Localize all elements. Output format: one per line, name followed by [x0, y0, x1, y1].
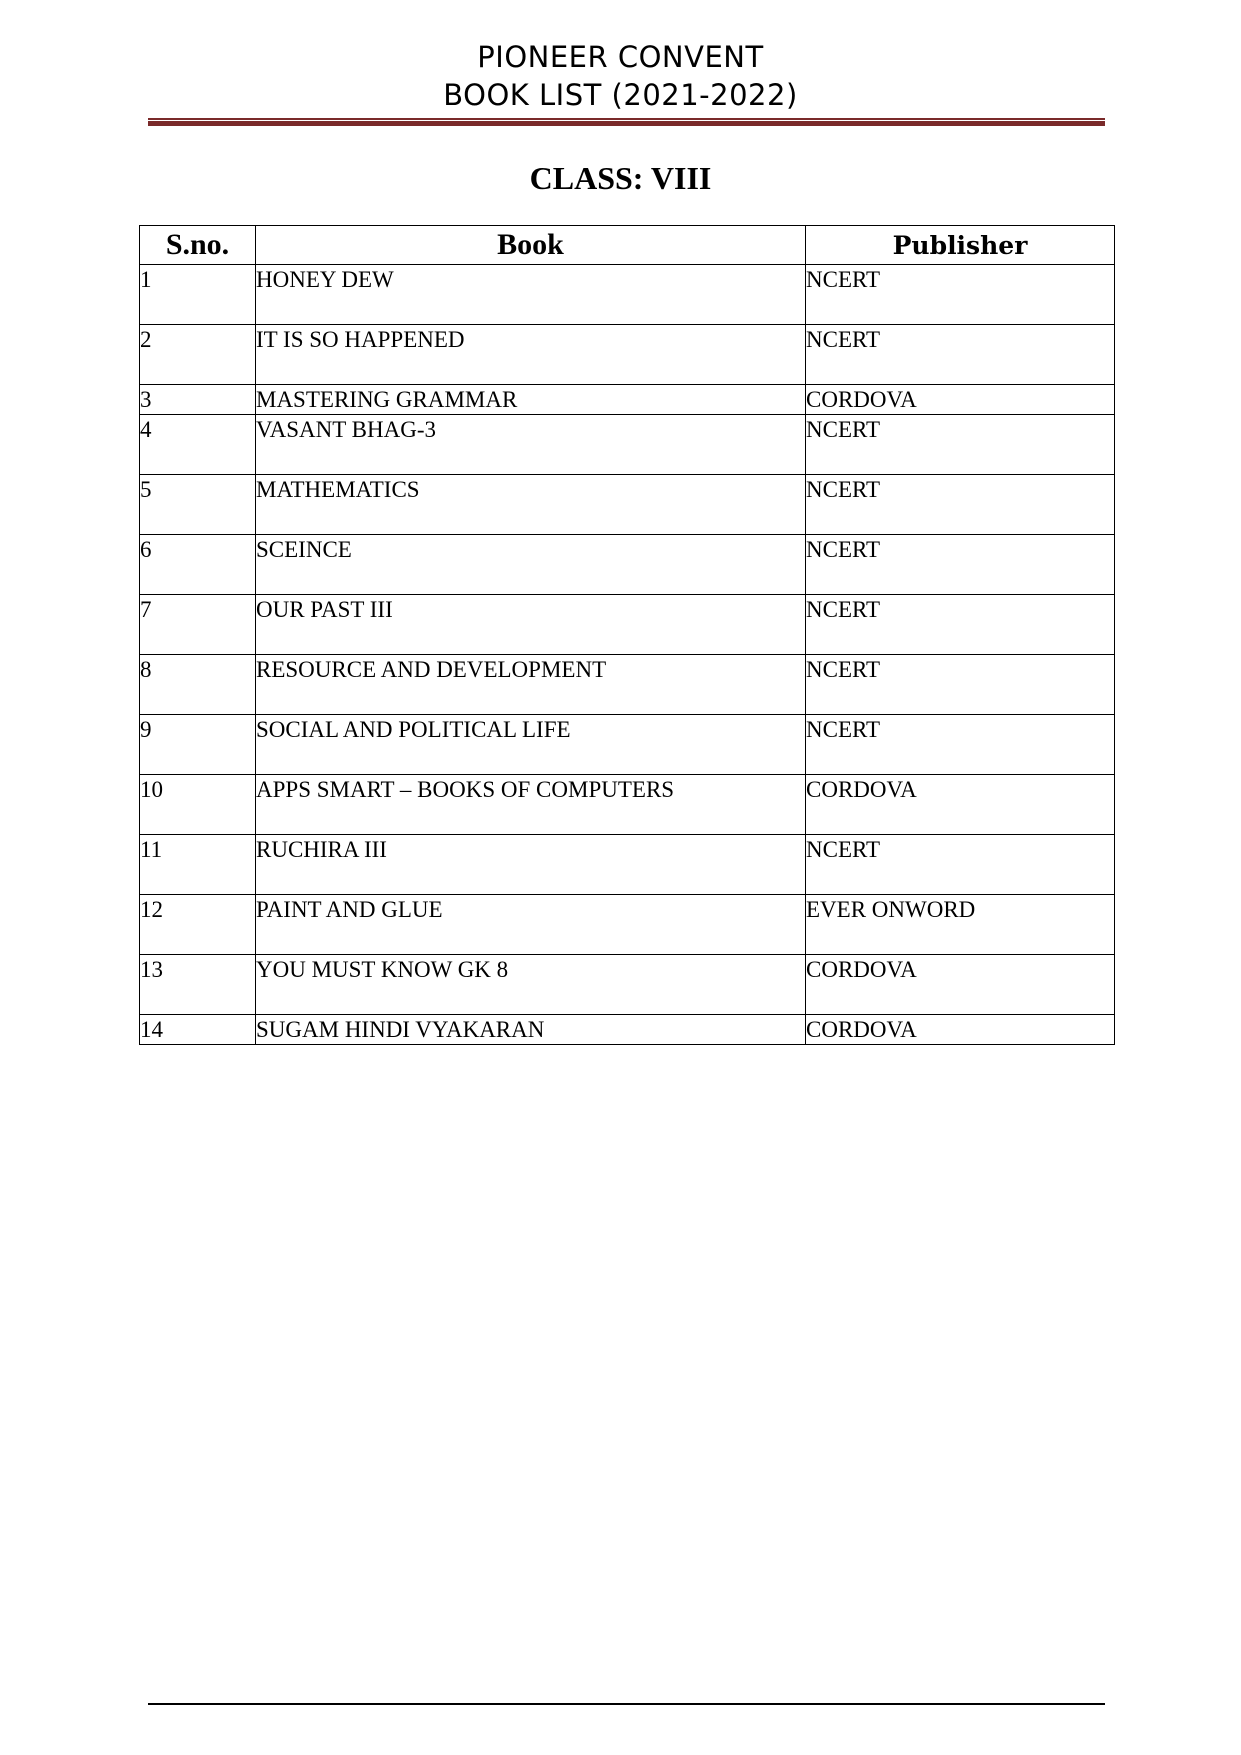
table-row [140, 895, 1115, 955]
footer-divider [148, 1703, 1105, 1705]
table-row [140, 385, 1115, 415]
table-header-row [140, 226, 1115, 265]
table-row [140, 415, 1115, 475]
cell-publisher: NCERT [806, 715, 1115, 775]
school-name: PIONEER CONVENT [477, 40, 764, 74]
cell-publisher: CORDOVA [806, 775, 1115, 835]
cell-book: IT IS SO HAPPENED [256, 325, 806, 385]
cell-sno: 2 [140, 325, 256, 385]
cell-publisher: NCERT [806, 535, 1115, 595]
table-row [140, 655, 1115, 715]
header-publisher: Publisher [806, 226, 1115, 265]
cell-sno: 12 [140, 895, 256, 955]
cell-sno: 1 [140, 265, 256, 325]
header-sno: S.no. [140, 226, 256, 265]
cell-sno: 3 [140, 385, 256, 415]
table-row [140, 955, 1115, 1015]
header-divider [148, 118, 1105, 126]
cell-book: VASANT BHAG-3 [256, 415, 806, 475]
cell-book: APPS SMART – BOOKS OF COMPUTERS [256, 775, 806, 835]
cell-book: SCEINCE [256, 535, 806, 595]
table-row [140, 325, 1115, 385]
cell-sno: 13 [140, 955, 256, 1015]
cell-sno: 10 [140, 775, 256, 835]
cell-book: RUCHIRA III [256, 835, 806, 895]
cell-publisher: CORDOVA [806, 385, 1115, 415]
cell-publisher: NCERT [806, 595, 1115, 655]
cell-book: RESOURCE AND DEVELOPMENT [256, 655, 806, 715]
table-row [140, 1015, 1115, 1045]
cell-publisher: NCERT [806, 415, 1115, 475]
cell-publisher: CORDOVA [806, 955, 1115, 1015]
cell-publisher: CORDOVA [806, 1015, 1115, 1045]
cell-publisher: NCERT [806, 655, 1115, 715]
book-list-table [139, 225, 1115, 1045]
table-row [140, 715, 1115, 775]
header-book: Book [256, 226, 806, 265]
cell-publisher: EVER ONWORD [806, 895, 1115, 955]
table-row [140, 775, 1115, 835]
table-row [140, 475, 1115, 535]
cell-book: HONEY DEW [256, 265, 806, 325]
book-list-title: BOOK LIST (2021-2022) [443, 78, 798, 112]
cell-book: MATHEMATICS [256, 475, 806, 535]
cell-sno: 11 [140, 835, 256, 895]
cell-book: SOCIAL AND POLITICAL LIFE [256, 715, 806, 775]
class-title: CLASS: VIII [529, 160, 712, 196]
cell-publisher: NCERT [806, 265, 1115, 325]
cell-publisher: NCERT [806, 835, 1115, 895]
cell-book: OUR PAST III [256, 595, 806, 655]
cell-sno: 5 [140, 475, 256, 535]
cell-sno: 8 [140, 655, 256, 715]
cell-sno: 7 [140, 595, 256, 655]
cell-sno: 9 [140, 715, 256, 775]
cell-publisher: NCERT [806, 475, 1115, 535]
table-row [140, 265, 1115, 325]
table-row [140, 595, 1115, 655]
table-row [140, 535, 1115, 595]
cell-publisher: NCERT [806, 325, 1115, 385]
cell-sno: 6 [140, 535, 256, 595]
cell-sno: 14 [140, 1015, 256, 1045]
cell-book: MASTERING GRAMMAR [256, 385, 806, 415]
table-row [140, 835, 1115, 895]
cell-book: YOU MUST KNOW GK 8 [256, 955, 806, 1015]
table-body [140, 265, 1115, 1045]
document-header [0, 38, 1241, 114]
cell-sno: 4 [140, 415, 256, 475]
cell-book: PAINT AND GLUE [256, 895, 806, 955]
cell-book: SUGAM HINDI VYAKARAN [256, 1015, 806, 1045]
